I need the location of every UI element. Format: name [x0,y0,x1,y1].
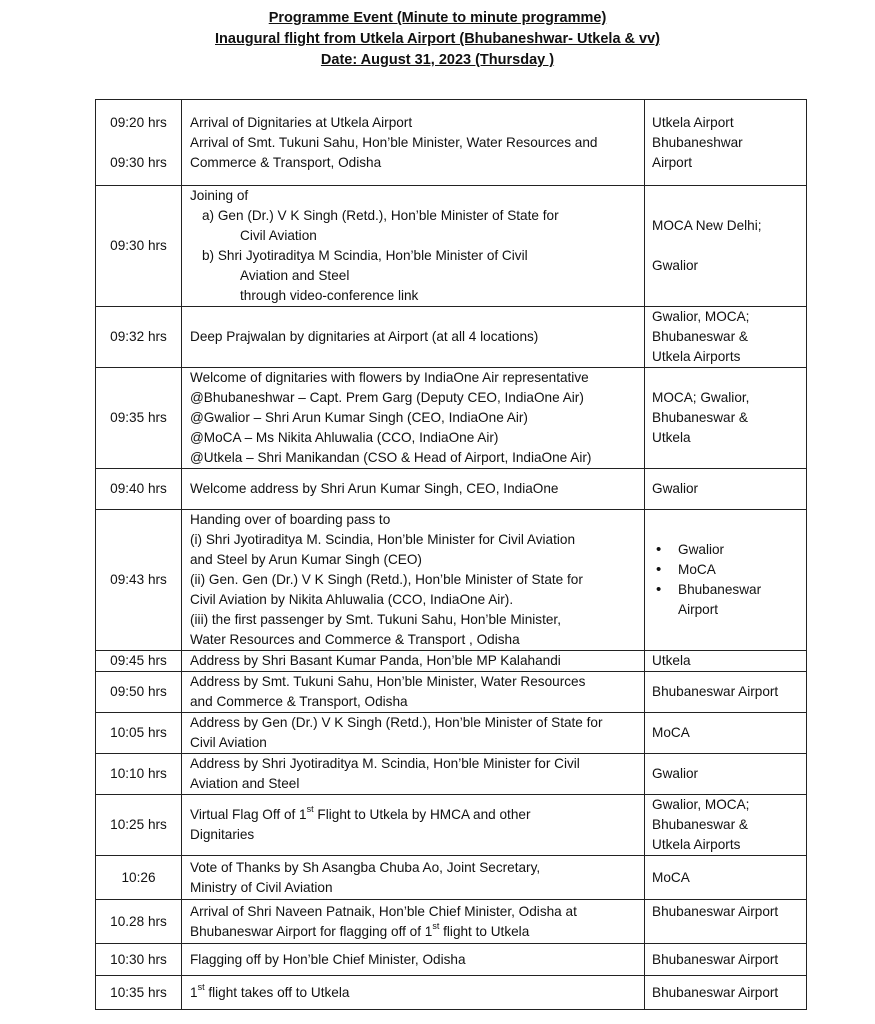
time-cell: 10:35 hrs [96,976,182,1010]
event-line: Water Resources and Commerce & Transport , Odisha [190,632,520,647]
event-line: Address by Shri Jyotiraditya M. Scindia, Hon’ble Minister for Civil [190,756,580,771]
time-cell: 09:40 hrs [96,469,182,510]
event-line: Ministry of Civil Aviation [190,879,333,895]
event-line: Handing over of boarding pass to [190,512,391,527]
location-cell [645,795,807,856]
event-cell: Deep Prajwalan by dignitaries at Airport (at all 4 locations) [182,307,645,368]
location-cell: MoCA [645,713,807,754]
event-line: (iii) the first passenger by Smt. Tukuni Sahu, Hon’ble Minister, [190,612,561,627]
event-line: Civil Aviation by Nikita Ahluwalia (CCO, IndiaOne Air). [190,592,514,607]
time-cell: 09:35 hrs [96,368,182,469]
location-cell: Bhubaneswar Airport [645,976,807,1010]
table-row [96,672,807,713]
location-cell [645,510,807,651]
location-bullet-continued: Airport [678,602,719,617]
location-line: Utkela [652,430,691,445]
event-line: Bhubaneswar Airport for flagging off of 1st flight to Utkela [190,920,530,939]
event-cell [182,856,645,900]
location-cell [645,307,807,368]
table-row [96,100,807,186]
location-cell: Gwalior [645,754,807,795]
location-line: Gwalior, MOCA; [652,797,750,812]
location-line: Utkela Airports [652,837,741,852]
location-line: Gwalior, MOCA; [652,309,750,324]
location-cell: MoCA [645,856,807,900]
location-line: Gwalior [652,258,699,273]
event-line: a) Gen (Dr.) V K Singh (Retd.), Hon’ble Minister of State for [202,208,559,223]
event-line: Arrival of Dignitaries at Utkela Airport [190,114,413,130]
event-line: @MoCA – Ms Nikita Ahluwalia (CCO, IndiaOne Air) [190,430,499,445]
table-row [96,510,807,651]
event-cell [182,186,645,307]
event-line: Address by Smt. Tukuni Sahu, Hon’ble Minister, Water Resources [190,674,586,689]
event-line: b) Shri Jyotiraditya M Scindia, Hon’ble Minister of Civil [202,248,528,263]
event-line: Aviation and Steel [190,776,300,791]
event-cell [182,510,645,651]
event-line: (i) Shri Jyotiraditya M. Scindia, Hon’ble Minister for Civil Aviation [190,532,576,547]
time-cell: 09:50 hrs [96,672,182,713]
location-line: Utkela Airports [652,349,741,364]
table-row [96,469,807,510]
location-line: Bhubaneswar & [652,329,748,344]
location-cell: Bhubaneswar Airport [645,944,807,976]
time-value: 09:20 hrs [110,114,167,130]
table-row [96,713,807,754]
event-line: Address by Gen (Dr.) V K Singh (Retd.), Hon’ble Minister of State for [190,715,603,730]
event-cell [182,100,645,186]
location-line: Airport [652,154,693,170]
event-line: Arrival of Shri Naveen Patnaik, Hon’ble Chief Minister, Odisha at [190,903,577,919]
event-line: Civil Aviation [190,735,267,750]
table-row [96,307,807,368]
event-cell [182,368,645,469]
time-cell: 09:30 hrs [96,186,182,307]
event-cell [182,713,645,754]
time-cell: 10:26 [96,856,182,900]
time-cell: 10:10 hrs [96,754,182,795]
event-line: through video-conference link [240,288,419,303]
table-row [96,368,807,469]
time-cell: 10:25 hrs [96,795,182,856]
time-cell [96,100,182,186]
location-cell [645,100,807,186]
programme-table [95,99,807,1010]
table-row [96,856,807,900]
event-line: Virtual Flag Off of 1st Flight to Utkela by HMCA and other [190,804,531,822]
document-date: Date: August 31, 2023 (Thursday ) [320,52,555,68]
document-subtitle: Inaugural flight from Utkela Airport (Bhubaneshwar- Utkela & vv) [215,31,660,47]
time-cell: 09:43 hrs [96,510,182,651]
location-line: Utkela Airport [652,114,734,130]
location-line: MOCA New Delhi; [652,218,762,233]
event-cell [182,754,645,795]
event-line: Joining of [190,188,249,203]
time-cell: 09:32 hrs [96,307,182,368]
table-row [96,651,807,672]
document-header [0,8,875,71]
time-cell: 10.28 hrs [96,900,182,944]
event-cell: Address by Shri Basant Kumar Panda, Hon’ble MP Kalahandi [182,651,645,672]
time-cell: 10:05 hrs [96,713,182,754]
time-cell: 09:45 hrs [96,651,182,672]
event-line: @Utkela – Shri Manikandan (CSO & Head of Airport, IndiaOne Air) [190,450,592,465]
event-cell [182,672,645,713]
time-cell: 10:30 hrs [96,944,182,976]
event-line: 1st flight takes off to Utkela [190,981,350,1000]
event-line: @Bhubaneshwar – Capt. Prem Garg (Deputy CEO, IndiaOne Air) [190,390,584,405]
location-cell: Bhubaneswar Airport [645,900,807,944]
event-line: @Gwalior – Shri Arun Kumar Singh (CEO, IndiaOne Air) [190,410,528,425]
location-bullet: • MoCA [652,560,802,580]
table-row [96,976,807,1010]
event-cell: Flagging off by Hon’ble Chief Minister, Odisha [182,944,645,976]
location-cell: Bhubaneswar Airport [645,672,807,713]
event-line: Civil Aviation [240,228,317,243]
location-line: MOCA; Gwalior, [652,390,750,405]
event-cell [182,976,645,1010]
event-cell [182,900,645,944]
document-title: Programme Event (Minute to minute programme) [268,10,607,26]
event-line: and Commerce & Transport, Odisha [190,694,408,709]
location-cell [645,186,807,307]
event-line: (ii) Gen. Gen (Dr.) V K Singh (Retd.), Hon’ble Minister of State for [190,572,583,587]
location-cell: Gwalior [645,469,807,510]
event-cell: Welcome address by Shri Arun Kumar Singh, CEO, IndiaOne [182,469,645,510]
location-line: Bhubaneswar & [652,410,748,425]
location-cell [645,368,807,469]
table-row [96,900,807,944]
event-line: Vote of Thanks by Sh Asangba Chuba Ao, Joint Secretary, [190,859,541,875]
event-line: and Steel by Arun Kumar Singh (CEO) [190,552,422,567]
location-bullet: • Gwalior [652,540,802,560]
event-cell [182,795,645,856]
location-bullet: • Bhubaneswar [652,580,802,600]
table-row [96,186,807,307]
event-line: Arrival of Smt. Tukuni Sahu, Hon’ble Minister, Water Resources and [190,134,598,150]
table-row [96,754,807,795]
event-line: Commerce & Transport, Odisha [190,154,382,170]
time-value: 09:30 hrs [110,154,167,170]
table-row [96,944,807,976]
table-row [96,795,807,856]
event-line: Welcome of dignitaries with flowers by IndiaOne Air representative [190,370,589,385]
location-line: Bhubaneswar & [652,817,748,832]
event-line: Aviation and Steel [240,268,350,283]
location-line: Bhubaneshwar [652,134,743,150]
event-line: Dignitaries [190,827,255,842]
location-cell: Utkela [645,651,807,672]
